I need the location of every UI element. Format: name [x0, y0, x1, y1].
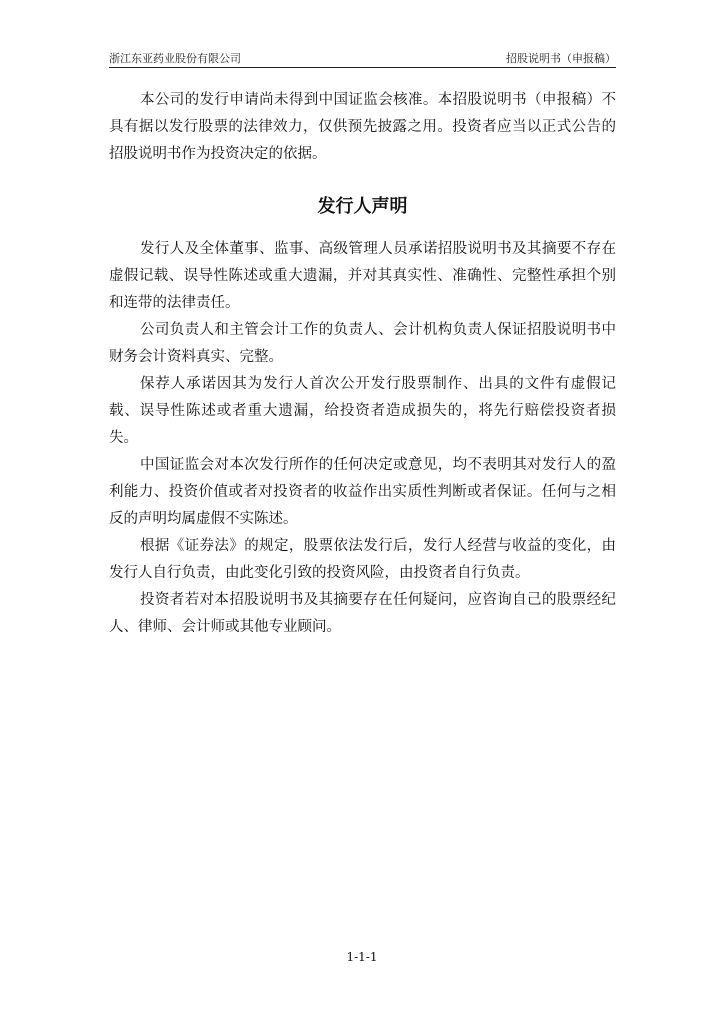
page-body: [109, 87, 616, 641]
header-document-title: 招股说明书（申报稿）: [506, 52, 616, 65]
section-title: 发行人声明: [317, 196, 408, 217]
header-company-name: 浙江东亚药业股份有限公司: [109, 52, 241, 65]
statement-paragraph: 中国证监会对本次发行所作的任何决定或意见，均不表明其对发行人的盈利能力、投资价值或者对投资者的收益作出实质性判断或者保证。任何与之相反的声明均属虚假不实陈述。: [109, 457, 616, 527]
statement-paragraph: 根据《证券法》的规定，股票依法发行后，发行人经营与收益的变化，由发行人自行负责，由此变化引致的投资风险，由投资者自行负责。: [109, 538, 616, 581]
filing-notice: 本公司的发行申请尚未得到中国证监会核准。本招股说明书（申报稿）不具有据以发行股票的法律效力，仅供预先披露之用。投资者应当以正式公告的招股说明书作为投资决定的依据。: [109, 92, 616, 162]
statement-paragraph: 公司负责人和主管会计工作的负责人、会计机构负责人保证招股说明书中财务会计资料真实、完整。: [109, 322, 616, 365]
page-header: [109, 50, 616, 68]
statement-paragraph: 保荐人承诺因其为发行人首次公开发行股票制作、出具的文件有虚假记载、误导性陈述或者重大遗漏，给投资者造成损失的，将先行赔偿投资者损失。: [109, 376, 616, 446]
page-number: 1-1-1: [346, 950, 378, 964]
statement-paragraph: 投资者若对本招股说明书及其摘要存在任何疑问，应咨询自己的股票经纪人、律师、会计师或其他专业顾问。: [109, 592, 616, 635]
header-divider: [109, 67, 616, 68]
statement-paragraph: 发行人及全体董事、监事、高级管理人员承诺招股说明书及其摘要不存在虚假记载、误导性陈述或重大遗漏，并对其真实性、准确性、完整性承担个别和连带的法律责任。: [109, 241, 616, 311]
